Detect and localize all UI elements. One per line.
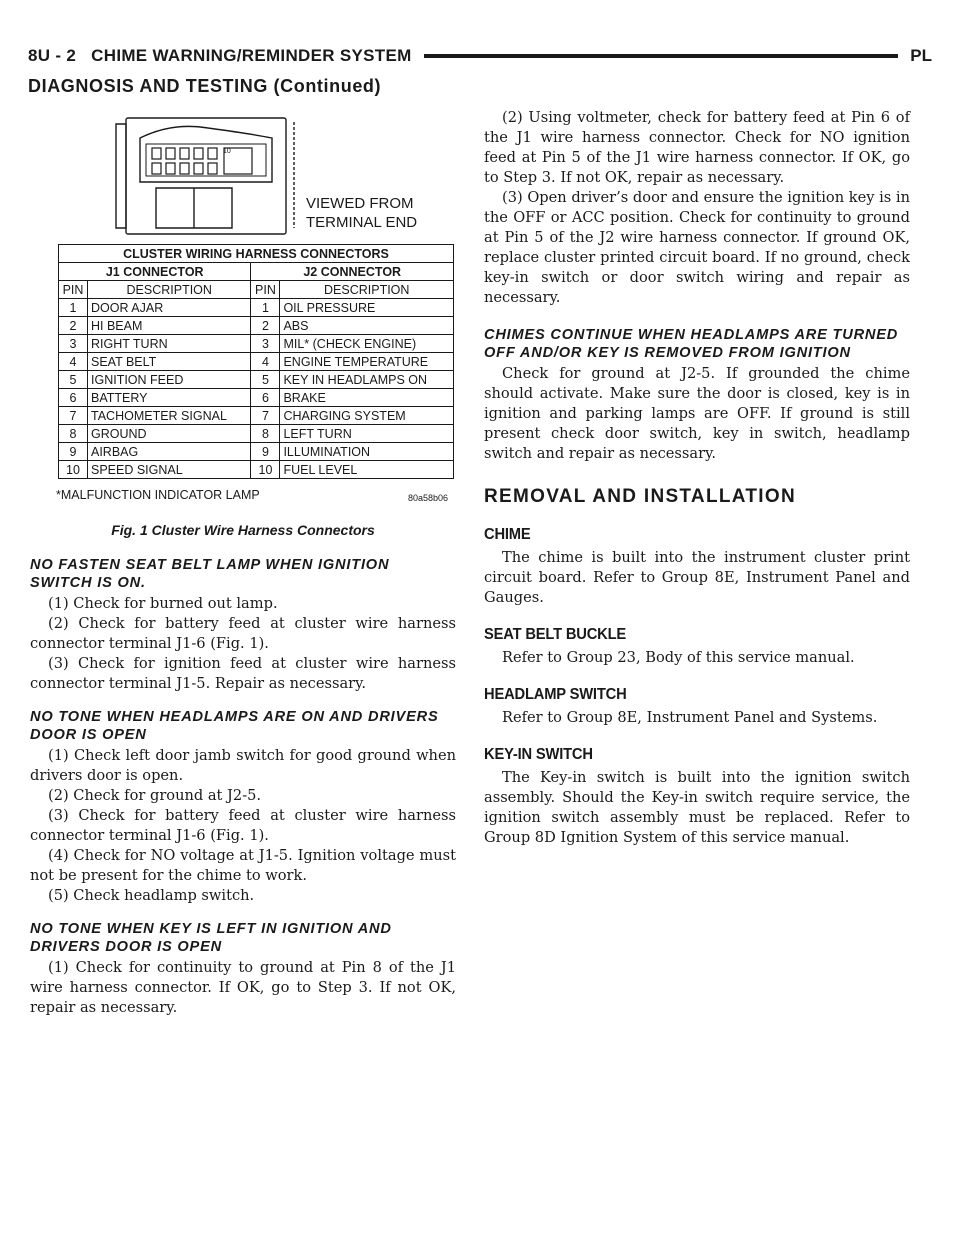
right-column: [484, 108, 910, 848]
pin-number: 6: [59, 389, 88, 407]
figure-id: 80a58b06: [408, 493, 449, 503]
left-body: [30, 542, 456, 1018]
table-row: [59, 389, 454, 407]
pin-description: GROUND: [88, 425, 251, 443]
pin-number: 3: [59, 335, 88, 353]
model-code: PL: [910, 46, 932, 65]
heading-seat-belt-buckle: SEAT BELT BUCKLE: [484, 626, 627, 643]
table-row: [59, 371, 454, 389]
paragraph: The chime is built into the instrument cluster print circuit board. Refer to Group 8E, Instrument Panel and Gauges.: [484, 549, 910, 606]
pin-description: RIGHT TURN: [88, 335, 251, 353]
step: (1) Check for continuity to ground at Pin 8 of the J1 wire harness connector. If OK, go to Step 3. If not OK, repair as necessary.: [30, 959, 456, 1016]
viewed-from-label: [306, 194, 417, 232]
col-pin-1: PIN: [59, 281, 88, 299]
pin-description: AIRBAG: [88, 443, 251, 461]
subsection-title: NO TONE WHEN HEADLAMPS ARE ON AND DRIVERS DOOR IS OPEN: [30, 709, 439, 743]
table-row: [59, 353, 454, 371]
pin-number: 8: [251, 425, 280, 443]
j2-label: J2 CONNECTOR: [251, 263, 454, 281]
step: (3) Check for ignition feed at cluster wire harness connector terminal J1-5. Repair as necessary.: [30, 655, 456, 692]
pin-number: 6: [251, 389, 280, 407]
table-row: [59, 335, 454, 353]
pin-number: 1: [251, 299, 280, 317]
subsection-title: CHIMES CONTINUE WHEN HEADLAMPS ARE TURNED OFF AND/OR KEY IS REMOVED FROM IGNITION: [484, 327, 899, 361]
section-title: CHIME WARNING/REMINDER SYSTEM: [91, 46, 412, 65]
section-heading: REMOVAL AND INSTALLATION: [484, 486, 796, 507]
heading-headlamp-switch: HEADLAMP SWITCH: [484, 686, 627, 703]
col-pin-2: PIN: [251, 281, 280, 299]
pin-number: 9: [59, 443, 88, 461]
pin-description: KEY IN HEADLAMPS ON: [280, 371, 454, 389]
step: (1) Check for burned out lamp.: [48, 595, 278, 612]
left-column: [30, 108, 456, 1016]
pin-number: 5: [251, 371, 280, 389]
table-row: [59, 317, 454, 335]
header-rule: [424, 54, 899, 58]
step: (3) Open driver’s door and ensure the ignition key is in the OFF or ACC position. Check for continuity to ground at Pin 5 of the J2 wire harness connector. If ground OK, replace cluster printed circuit board. If no ground, check key-in switch or door switch wiring and repair as necessary.: [484, 189, 910, 306]
pin-description: SPEED SIGNAL: [88, 461, 251, 479]
pin-number: 1: [59, 299, 88, 317]
table-row: [59, 461, 454, 479]
pin-description: FUEL LEVEL: [280, 461, 454, 479]
table-row: [59, 443, 454, 461]
pin-description: OIL PRESSURE: [280, 299, 454, 317]
pin-description: HI BEAM: [88, 317, 251, 335]
pin-description: ILLUMINATION: [280, 443, 454, 461]
pin-description: MIL* (CHECK ENGINE): [280, 335, 454, 353]
paragraph: Refer to Group 23, Body of this service manual.: [502, 649, 855, 666]
pin-number: 10: [251, 461, 280, 479]
pin-number: 7: [251, 407, 280, 425]
paragraph: Refer to Group 8E, Instrument Panel and Systems.: [502, 709, 878, 726]
pin-description: DOOR AJAR: [88, 299, 251, 317]
table-row: [59, 425, 454, 443]
table-row: [59, 407, 454, 425]
pin-number: 10: [59, 461, 88, 479]
step: (3) Check for battery feed at cluster wire harness connector terminal J1-6 (Fig. 1).: [30, 807, 456, 844]
pin-rows: [59, 299, 454, 479]
figure-1: [30, 108, 456, 538]
pin-number: 2: [251, 317, 280, 335]
pin-description: TACHOMETER SIGNAL: [88, 407, 251, 425]
col-desc-1: DESCRIPTION: [88, 281, 251, 299]
pin-description: ABS: [280, 317, 454, 335]
pin-description: CHARGING SYSTEM: [280, 407, 454, 425]
pin-description: IGNITION FEED: [88, 371, 251, 389]
pin-description: BATTERY: [88, 389, 251, 407]
paragraph: The Key-in switch is built into the ignition switch assembly. Should the Key-in switch require service, the ignition switch assembly must be replaced. Refer to Group 8D Ignition System of this service manual.: [484, 769, 910, 846]
figure-caption: Fig. 1 Cluster Wire Harness Connectors: [111, 522, 375, 538]
page-id: 8U - 2: [28, 46, 77, 65]
pin-number: 8: [59, 425, 88, 443]
pin-description: ENGINE TEMPERATURE: [280, 353, 454, 371]
pin-description: SEAT BELT: [88, 353, 251, 371]
subsection-title: NO TONE WHEN KEY IS LEFT IN IGNITION AND DRIVERS DOOR IS OPEN: [30, 921, 392, 955]
j1-label: J1 CONNECTOR: [59, 263, 251, 281]
viewed-line-2: TERMINAL END: [306, 214, 418, 231]
step: (2) Check for battery feed at cluster wire harness connector terminal J1-6 (Fig. 1).: [30, 615, 456, 652]
table-row: [59, 299, 454, 317]
heading-key-in-switch: KEY-IN SWITCH: [484, 746, 593, 763]
subsection-title: NO FASTEN SEAT BELT LAMP WHEN IGNITION SWITCH IS ON.: [30, 557, 390, 591]
paragraph: Check for ground at J2-5. If grounded the chime should activate. Make sure the door is closed, key is in ignition and parking lamps are OFF. If ground is still present check door switch, key in switch, headlamp switch and repair as necessary.: [484, 365, 910, 462]
pin-mark: 10: [223, 148, 231, 155]
step: (2) Using voltmeter, check for battery feed at Pin 6 of the J1 wire harness connector. Check for NO ignition feed at Pin 5 of the J1 wire harness connector. If OK, go to Step 3. If not OK, repair as necessary.: [484, 109, 910, 186]
page-header: [28, 42, 932, 70]
table-footnote: *MALFUNCTION INDICATOR LAMP: [56, 488, 260, 502]
pin-number: 3: [251, 335, 280, 353]
header-left: [28, 46, 412, 66]
pin-description: BRAKE: [280, 389, 454, 407]
pin-number: 5: [59, 371, 88, 389]
pin-number: 4: [59, 353, 88, 371]
pin-description: LEFT TURN: [280, 425, 454, 443]
step: (5) Check headlamp switch.: [48, 887, 255, 904]
pin-number: 9: [251, 443, 280, 461]
pin-number: 7: [59, 407, 88, 425]
step: (2) Check for ground at J2-5.: [48, 787, 262, 804]
pin-number: 2: [59, 317, 88, 335]
col-desc-2: DESCRIPTION: [280, 281, 454, 299]
connector-table: [58, 244, 454, 479]
heading-chime: CHIME: [484, 526, 531, 543]
viewed-line-1: VIEWED FROM: [306, 195, 414, 212]
continued-heading: DIAGNOSIS AND TESTING (Continued): [28, 76, 382, 96]
connector-drawing: [112, 116, 302, 244]
step: (4) Check for NO voltage at J1-5. Ignition voltage must not be present for the chime to work.: [30, 847, 456, 884]
step: (1) Check left door jamb switch for good ground when drivers door is open.: [30, 747, 456, 784]
table-title: CLUSTER WIRING HARNESS CONNECTORS: [59, 245, 454, 263]
pin-number: 4: [251, 353, 280, 371]
